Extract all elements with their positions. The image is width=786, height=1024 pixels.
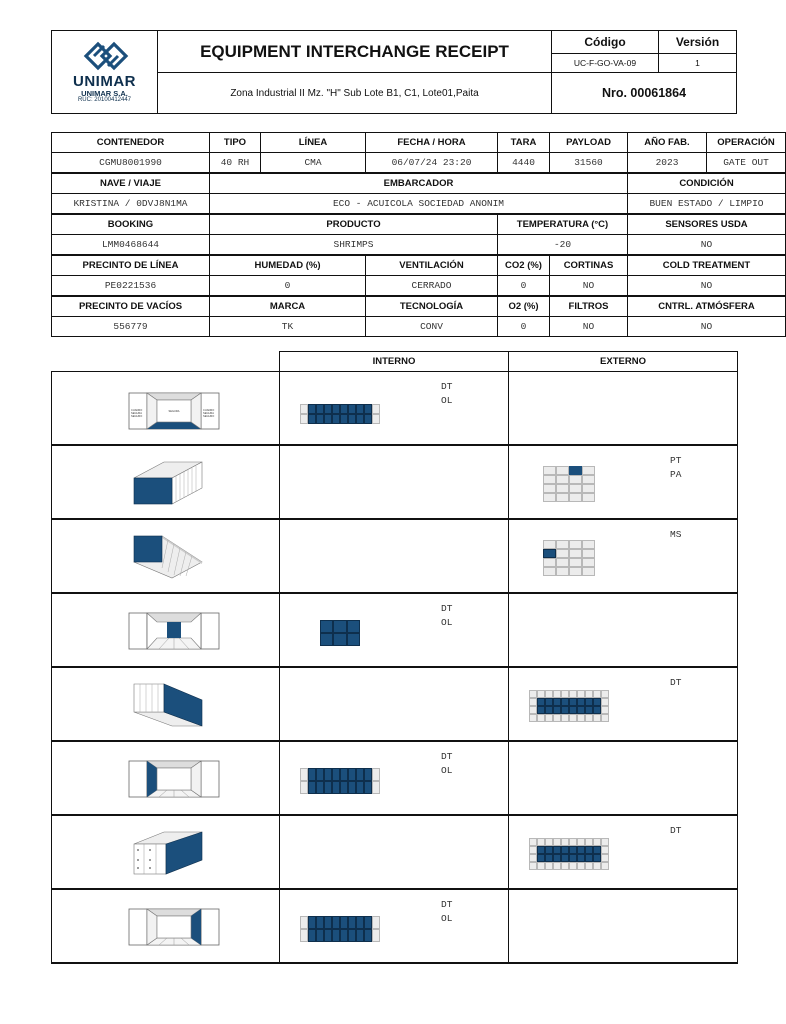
header-tecnologia: TECNOLOGÍA: [366, 296, 498, 317]
door-label-left: CUADRO SEGURA SEGURO: [131, 409, 143, 418]
header-linea: LÍNEA: [261, 133, 366, 153]
externo-cell: [509, 889, 738, 963]
damage-code: PT: [670, 455, 682, 466]
value-condicion: BUEN ESTADO / LIMPIO: [628, 194, 786, 215]
header-condicion: CONDICIÓN: [628, 173, 786, 194]
interno-cell: [280, 667, 509, 741]
value-tipo: 40 RH: [210, 153, 261, 174]
damage-row: [52, 372, 738, 446]
value-precinto-linea: PE0221536: [52, 276, 210, 297]
logo-cell: [51, 30, 158, 114]
damage-code: DT: [441, 751, 453, 762]
header-filtros: FILTROS: [550, 296, 628, 317]
damage-code: DT: [670, 677, 682, 688]
value-tara: 4440: [498, 153, 550, 174]
value-producto: SHRIMPS: [210, 235, 498, 256]
header-anio: AÑO FAB.: [628, 133, 707, 153]
value-precinto-vacios: 556779: [52, 317, 210, 337]
externo-cell: [509, 372, 738, 446]
company-full-name: UNIMAR S.A.: [81, 89, 128, 98]
externo-damage-codes: [670, 454, 681, 482]
externo-cell: [509, 667, 738, 741]
damage-code: OL: [441, 765, 453, 776]
interno-cell: [280, 815, 509, 889]
damage-code: DT: [441, 381, 453, 392]
container-right-side-diagram-icon: [132, 682, 204, 728]
externo-damage-grid: [543, 466, 595, 502]
damage-row: [52, 519, 738, 593]
value-anio: 2023: [628, 153, 707, 174]
interno-damage-codes: [441, 380, 452, 408]
header-marca: MARCA: [210, 296, 366, 317]
codigo-label: Código: [551, 30, 659, 54]
document-title: EQUIPMENT INTERCHANGE RECEIPT: [157, 30, 552, 73]
value-o2: 0: [498, 317, 550, 337]
rear-doors-left-diagram-icon: [129, 760, 219, 800]
damage-code: OL: [441, 395, 453, 406]
header-o2: O2 (%): [498, 296, 550, 317]
header-temperatura: TEMPERATURA (°C): [498, 214, 628, 235]
version-label: Versión: [658, 30, 737, 54]
interno-damage-codes: [441, 750, 452, 778]
header-atmosfera: CNTRL. ATMÓSFERA: [628, 296, 786, 317]
damage-row: [52, 445, 738, 519]
header-booking: BOOKING: [52, 214, 210, 235]
container-rear-right-diagram-icon: [132, 830, 204, 876]
interno-cell: [280, 519, 509, 593]
value-marca: TK: [210, 317, 366, 337]
damage-code: OL: [441, 617, 453, 628]
container-front-left-diagram-icon: [132, 460, 204, 506]
receipt-number: Nro. 00061864: [551, 72, 737, 114]
view-cell: [52, 519, 280, 593]
rear-doors-right-diagram-icon: [129, 908, 219, 948]
damage-code: DT: [670, 825, 682, 836]
externo-damage-codes: [670, 528, 681, 542]
interno-damage-grid: [300, 916, 380, 942]
damage-corner: [52, 352, 280, 372]
company-ruc: RUC: 20100412447: [77, 97, 132, 103]
view-cell: [52, 889, 280, 963]
externo-cell: [509, 519, 738, 593]
damage-code: OL: [441, 913, 453, 924]
value-tecnologia: CONV: [366, 317, 498, 337]
header-tipo: TIPO: [210, 133, 261, 153]
header-precinto-vacios: PRECINTO DE VACÍOS: [52, 296, 210, 317]
header-operacion: OPERACIÓN: [707, 133, 786, 153]
header-precinto-linea: PRECINTO DE LÍNEA: [52, 255, 210, 276]
externo-damage-grid: [543, 540, 595, 576]
value-ventilacion: CERRADO: [366, 276, 498, 297]
header-fecha: FECHA / HORA: [366, 133, 498, 153]
company-address: Zona Industrial II Mz. "H" Sub Lote B1, C1, Lote01,Paita: [157, 72, 552, 114]
header-sensores: SENSORES USDA: [628, 214, 786, 235]
externo-cell: [509, 445, 738, 519]
interno-cell: [280, 445, 509, 519]
interno-cell: [280, 889, 509, 963]
interno-cell: [280, 593, 509, 667]
info-table: [51, 132, 786, 337]
interno-damage-codes: [441, 898, 452, 926]
header-interno: INTERNO: [280, 352, 509, 372]
value-co2: 0: [498, 276, 550, 297]
damage-code: DT: [441, 899, 453, 910]
damage-row: [52, 593, 738, 667]
value-embarcador: ECO - ACUICOLA SOCIEDAD ANONIM: [210, 194, 628, 215]
view-cell: [52, 372, 280, 446]
header-tara: TARA: [498, 133, 550, 153]
header-nave: NAVE / VIAJE: [52, 173, 210, 194]
externo-damage-codes: [670, 676, 681, 690]
header-payload: PAYLOAD: [550, 133, 628, 153]
container-front-bottom-diagram-icon: [132, 534, 204, 580]
view-cell: [52, 593, 280, 667]
externo-damage-codes: [670, 824, 681, 838]
externo-damage-grid: [529, 838, 609, 870]
header-cortinas: CORTINAS: [550, 255, 628, 276]
externo-cell: [509, 741, 738, 815]
header-humedad: HUMEDAD (%): [210, 255, 366, 276]
value-operacion: GATE OUT: [707, 153, 786, 174]
value-humedad: 0: [210, 276, 366, 297]
company-name: UNIMAR: [73, 73, 136, 90]
header-contenedor: CONTENEDOR: [52, 133, 210, 153]
damage-table: [51, 351, 738, 964]
container-floor-diagram-icon: [129, 612, 219, 652]
view-cell: [52, 445, 280, 519]
header-producto: PRODUCTO: [210, 214, 498, 235]
value-payload: 31560: [550, 153, 628, 174]
interno-damage-codes: [441, 602, 452, 630]
door-label-center: SEGURA: [168, 410, 180, 413]
codigo-value: UC-F-GO-VA-09: [551, 53, 659, 73]
view-cell: [52, 667, 280, 741]
value-nave: KRISTINA / 0DVJ8N1MA: [52, 194, 210, 215]
value-temperatura: -20: [498, 235, 628, 256]
externo-damage-grid: [529, 690, 609, 722]
header-externo: EXTERNO: [509, 352, 738, 372]
value-cold-treatment: NO: [628, 276, 786, 297]
interno-damage-grid: [300, 404, 380, 424]
header-ventilacion: VENTILACIÓN: [366, 255, 498, 276]
damage-row: [52, 815, 738, 889]
damage-code: DT: [441, 603, 453, 614]
damage-code: MS: [670, 529, 682, 540]
externo-cell: [509, 815, 738, 889]
header-embarcador: EMBARCADOR: [210, 173, 628, 194]
value-fecha: 06/07/24 23:20: [366, 153, 498, 174]
value-filtros: NO: [550, 317, 628, 337]
value-contenedor: CGMU8001990: [52, 153, 210, 174]
view-cell: [52, 815, 280, 889]
interno-damage-grid: [320, 620, 360, 646]
view-cell: [52, 741, 280, 815]
damage-row: [52, 667, 738, 741]
damage-code: PA: [670, 469, 682, 480]
value-booking: LMM0468644: [52, 235, 210, 256]
damage-row: [52, 889, 738, 963]
unimar-logo-icon: [80, 39, 132, 73]
interno-cell: [280, 741, 509, 815]
interno-damage-grid: [300, 768, 380, 794]
value-cortinas: NO: [550, 276, 628, 297]
header-co2: CO2 (%): [498, 255, 550, 276]
damage-row: [52, 741, 738, 815]
value-linea: CMA: [261, 153, 366, 174]
value-atmosfera: NO: [628, 317, 786, 337]
door-label-right: CUADRO SEGURA SEGURO: [203, 409, 215, 418]
value-sensores: NO: [628, 235, 786, 256]
version-value: 1: [658, 53, 737, 73]
externo-cell: [509, 593, 738, 667]
interno-cell: [280, 372, 509, 446]
header-cold-treatment: COLD TREATMENT: [628, 255, 786, 276]
